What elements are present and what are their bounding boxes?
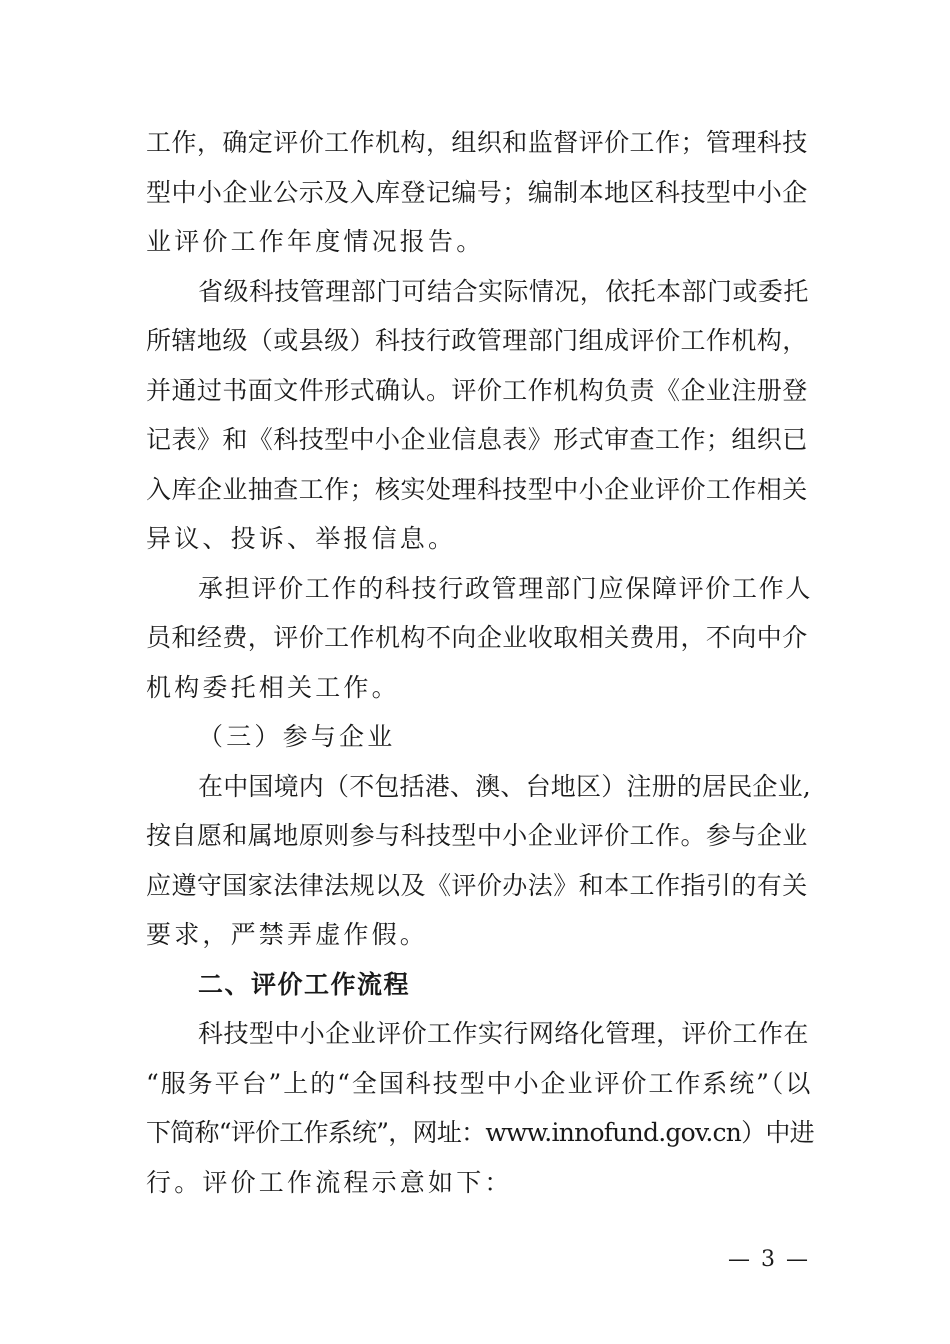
paragraph-5-line-2: “服务平台”上的“全国科技型中小企业评价工作系统”（以 xyxy=(146,1068,813,1098)
document-body xyxy=(146,118,814,1207)
paragraph-2-line-6: 异议、投诉、举报信息。 xyxy=(146,524,457,553)
paragraph-1-line-2: 型中小企业公示及入库登记编号；编制本地区科技型中小企 xyxy=(146,177,808,207)
paragraph-2-line-4: 记表》和《科技型中小企业信息表》形式审查工作；组织已 xyxy=(146,425,808,454)
paragraph-4-line-3: 应遵守国家法律法规以及《评价办法》和本工作指引的有关 xyxy=(146,870,808,900)
paragraph-1-line-1: 工作，确定评价工作机构，组织和监督评价工作；管理科技 xyxy=(146,128,808,157)
paragraph-2-line-5: 入库企业抽查工作；核实处理科技型中小企业评价工作相关 xyxy=(146,474,808,504)
page-number: — 3 — xyxy=(728,1247,810,1272)
paragraph-4-line-1: 在中国境内（不包括港、澳、台地区）注册的居民企业, xyxy=(198,771,811,801)
paragraph-2-line-1: 省级科技管理部门可结合实际情况，依托本部门或委托 xyxy=(198,276,809,306)
paragraph-3-line-3: 机构委托相关工作。 xyxy=(146,672,400,702)
paragraph-5-line-1: 科技型中小企业评价工作实行网络化管理，评价工作在 xyxy=(198,1019,809,1048)
subheading-participating-enterprises: （三）参与企业 xyxy=(198,722,396,751)
paragraph-2-line-2: 所辖地级（或县级）科技行政管理部门组成评价工作机构， xyxy=(146,326,808,355)
paragraph-5-line-3: 下简称“评价工作系统”，网址：www.innofund.gov.cn）中进 xyxy=(146,1118,814,1147)
paragraph-4-line-4: 要求，严禁弄虚作假。 xyxy=(146,920,429,949)
paragraph-3-line-1: 承担评价工作的科技行政管理部门应保障评价工作人 xyxy=(198,573,813,603)
paragraph-5-line-4: 行。评价工作流程示意如下： xyxy=(146,1167,513,1197)
paragraph-2-line-3: 并通过书面文件形式确认。评价工作机构负责《企业注册登 xyxy=(146,375,808,405)
paragraph-3-line-2: 员和经费，评价工作机构不向企业收取相关费用，不向中介 xyxy=(146,623,808,652)
paragraph-1-line-3: 业评价工作年度情况报告。 xyxy=(146,227,485,256)
section-heading-evaluation-process: 二、评价工作流程 xyxy=(198,969,411,999)
paragraph-4-line-2: 按自愿和属地原则参与科技型中小企业评价工作。参与企业 xyxy=(146,821,808,850)
